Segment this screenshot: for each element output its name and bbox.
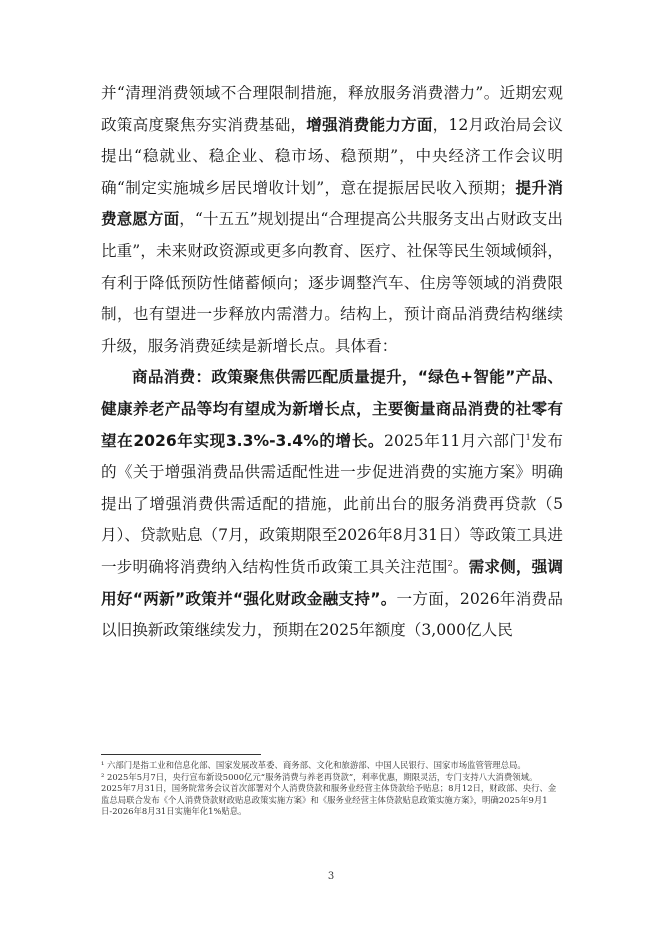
bold-phrase-goods-consumption: 商品消费：政策聚焦供需匹配质量提升，“绿色+智能”产品、健康养老产品等均有望成为新增长点，主要衡量商品消费的社零有望在2026年实现3.3%-3.4%的增长。	[101, 368, 563, 450]
paragraph-text: 并“清理消费领域不合理限制措施，释放服务消费潜力”。近期宏观政策高度聚焦夯实消费基础，	[101, 84, 563, 134]
paragraph-text: 一方面，2026年消费品以旧换新政策继续发力，预期在2025年额度（3,000亿人民	[101, 589, 563, 640]
paragraph-goods-consumption	[101, 362, 563, 646]
paragraph-consumption-policy	[101, 78, 563, 362]
paragraph-text: 。	[452, 557, 469, 576]
footnote-2: ² 2025年5月7日，央行宣布新设5000亿元“服务消费与养老再贷款”，利率优惠，期限灵活，专门支持八大消费领域。	[101, 771, 538, 782]
paragraph-text: 发布的《关于增强消费品供需适配性进一步促进消费的实施方案》明确提出了增强消费供需适配的措施，此前出台的服务消费再贷款（5月）、贷款贴息（7月，政策期限至2026年8月31日）等政策工具进一步明确将消费纳入结构性货币政策工具关注范围	[101, 431, 563, 576]
paragraph-text: ，“十五五”规划提出“合理提高公共服务支出占财政支出比重”，未来财政资源或更多向教育、医疗、社保等民生领域倾斜，有利于降低预防性储蓄倾向；逐步调整汽车、住房等领域的消费限制，也有望进一步释放内需潜力。结构上，预计商品消费结构继续升级，服务消费延续是新增长点。具体看：	[101, 210, 563, 355]
footnote-divider	[101, 754, 261, 755]
bold-phrase-consumption-capacity: 增强消费能力方面	[306, 115, 433, 134]
body-text	[101, 78, 563, 647]
footnote-ref-1[interactable]: 1	[525, 432, 531, 442]
bold-phrase-consumption-willingness: 提升消费意愿方面	[101, 178, 563, 229]
paragraph-text: ，12月政治局会议提出“稳就业、稳企业、稳市场、稳预期”，中央经济工作会议明确“制定实施城乡居民增收计划”，意在提振居民收入预期；	[101, 115, 563, 197]
footnote-2-continued: 2025年7月31日，国务院常务会议首次部署对个人消费贷款和服务业经营主体贷款给予贴息；8月12日，财政部、央行、金监总局联合发布《个人消费贷款财政贴息政策实施方案》和《服务业经营主体贷款贴息政策实施方案》，明确2025年9月1日-2026年8月31日实施年化1%贴息。	[101, 783, 557, 816]
bold-phrase-demand-side: 需求侧，强调用好“两新”政策并“强化财政金融支持”。	[101, 557, 563, 608]
footnote-ref-2[interactable]: 2	[447, 558, 453, 568]
footnotes	[101, 760, 563, 818]
page-number: 3	[327, 871, 335, 882]
footnote-1: ¹ 六部门是指工业和信息化部、国家发展改革委、商务部、文化和旅游部、中国人民银行、国家市场监管管理总局。	[101, 760, 526, 770]
paragraph-text: 2025年11月六部门	[384, 431, 526, 450]
